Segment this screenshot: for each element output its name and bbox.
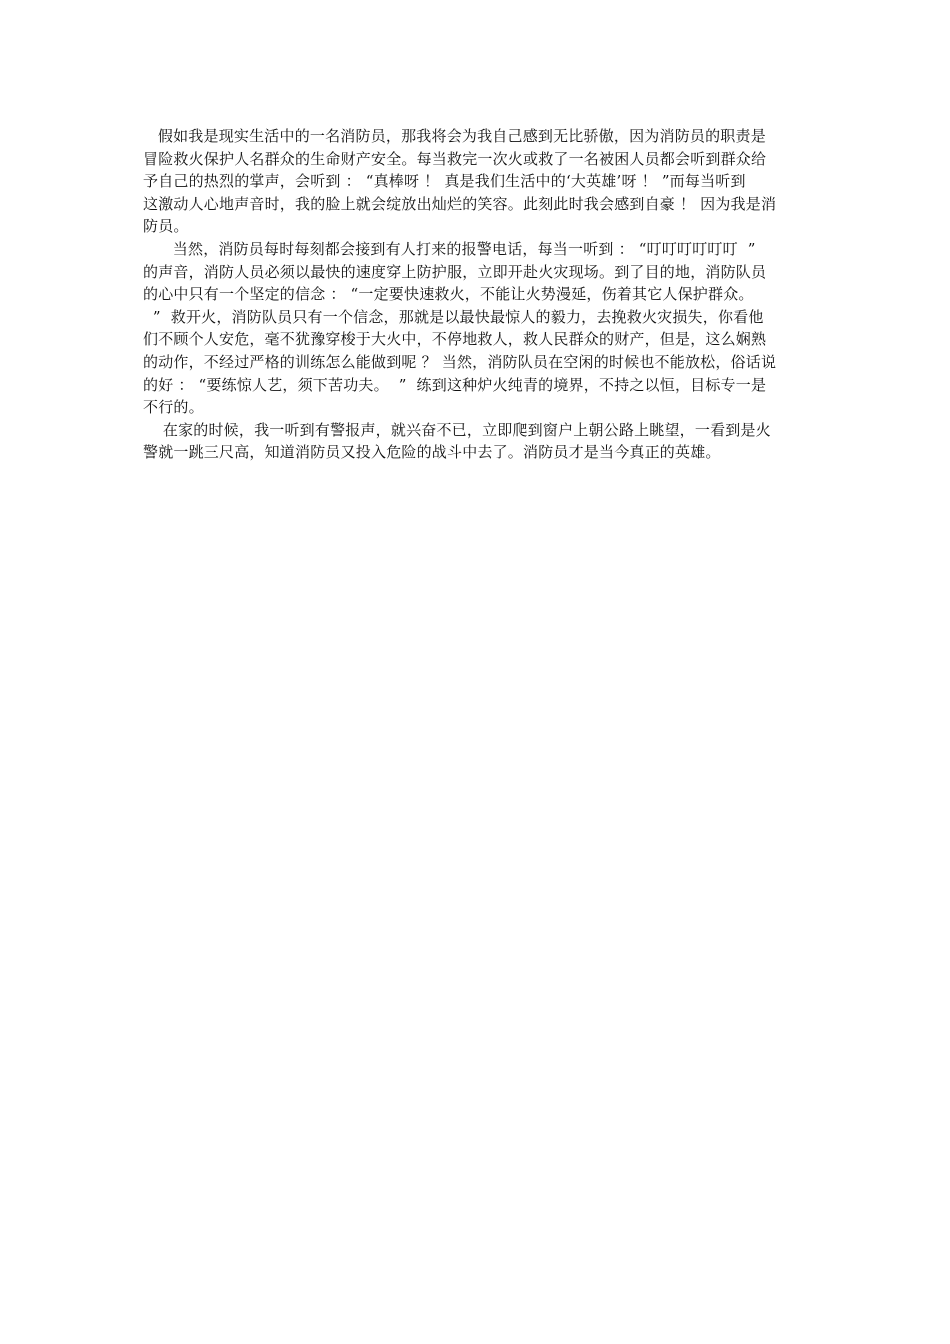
text-line: 这激动人心地声音时，我的脸上就会绽放出灿烂的笑容。此刻此时我会感到自豪 ！ 因为我是消: [143, 194, 777, 213]
text-line: ” 救开火，消防队员只有一个信念，那就是以最快最惊人的毅力，去挽救火灾损失，你看他: [143, 307, 764, 326]
text-line: 冒险救火保护人名群众的生命财产安全。每当救完一次火或救了一名被困人员都会听到群众给: [143, 149, 767, 168]
text-line: 的声音，消防人员必须以最快的速度穿上防护服，立即开赴火灾现场。到了目的地，消防队员: [143, 262, 767, 281]
essay-body: [143, 125, 813, 464]
paragraph-2: [143, 238, 813, 419]
text-line: 防员。: [143, 217, 189, 236]
paragraph-3: [143, 419, 813, 464]
text-line: 们不顾个人安危，毫不犹豫穿梭于大火中，不停地救人，救人民群众的财产，但是，这么娴熟: [143, 330, 767, 349]
paragraph-1: [143, 125, 813, 238]
text-line: 当然，消防员每时每刻都会接到有人打来的报警电话，每当一听到 ： “叮叮叮叮叮叮 ”: [143, 239, 756, 258]
text-line: 不行的。: [143, 398, 204, 417]
text-line: 的好 ： “要练惊人艺，须下苦功夫。 ” 练到这种炉火纯青的境界，不持之以恒，目标专一是: [143, 375, 767, 394]
text-line: 予自己的热烈的掌声，会听到 ： “真棒呀 ！ 真是我们生活中的‘大英雄’呀 ！ ”而每当听到: [143, 172, 746, 191]
text-line: 警就一跳三尺高，知道消防员又投入危险的战斗中去了。消防员才是当今真正的英雄。: [143, 443, 721, 462]
text-line: 假如我是现实生活中的一名消防员，那我将会为我自己感到无比骄傲，因为消防员的职责是: [143, 127, 766, 145]
text-line: 的心中只有一个坚定的信念 ： “一定要快速救火，不能让火势漫延，伤着其它人保护群众。: [143, 285, 754, 304]
text-line: 的动作，不经过严格的训练怎么能做到呢 ？ 当然，消防队员在空闲的时候也不能放松，俗话说: [143, 352, 777, 371]
text-line: 在家的时候，我一听到有警报声，就兴奋不已，立即爬到窗户上朝公路上眺望，一看到是火: [143, 420, 771, 439]
